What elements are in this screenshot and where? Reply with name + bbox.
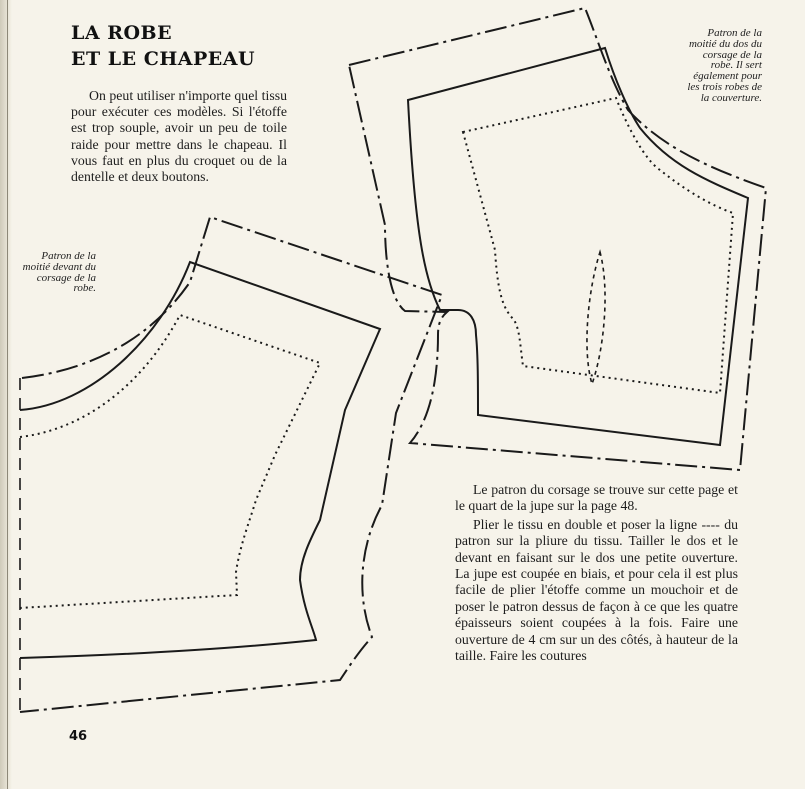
front-pattern-caption: Patron de la moitié devant du corsage de la robe.	[22, 250, 96, 295]
instructions-paragraph-2: Plier le tissu en double et poser la ligne ---- du patron sur la pliure du tissu. Tailler le dos et le devant en faisant sur le dos une petite ouverture. La jupe est coupée en biais, et pour cela il est plus facile de plier l'étoffe comme un mouchoir et de poser le patron dessus de façon à ce que les quatre épaisseurs soient coupées à la fois. Faire une ouverture de 4 cm sur un des côtés, à hauteur de la taille. Faire les coutures	[455, 516, 738, 664]
front-sewing-line	[20, 262, 380, 658]
page-title	[71, 20, 255, 72]
title-line-1: LA ROBE	[71, 22, 173, 44]
back-pattern-caption: Patron de la moitié du dos du corsage de la robe. Il sert également pour les trois robes de la couverture.	[687, 27, 762, 104]
back-sewing-line	[408, 48, 748, 445]
instructions-paragraph-1: Le patron du corsage se trouve sur cette page et le quart de la jupe sur la page 48.	[455, 482, 738, 514]
title-line-2: ET LE CHAPEAU	[71, 48, 256, 70]
page-number: 46	[69, 729, 88, 744]
back-dart	[587, 252, 605, 384]
back-inner-dotted-line	[463, 98, 733, 393]
front-inner-dotted-line	[20, 315, 320, 608]
instructions-text	[455, 482, 738, 666]
intro-paragraph: On peut utiliser n'importe quel tissu pour exécuter ces modèles. Si l'étoffe est trop souple, avoir un peu de toile raide pour mettre dans le chapeau. Il vous faut en plus du croquet ou de la dentelle et deux boutons.	[71, 88, 287, 185]
